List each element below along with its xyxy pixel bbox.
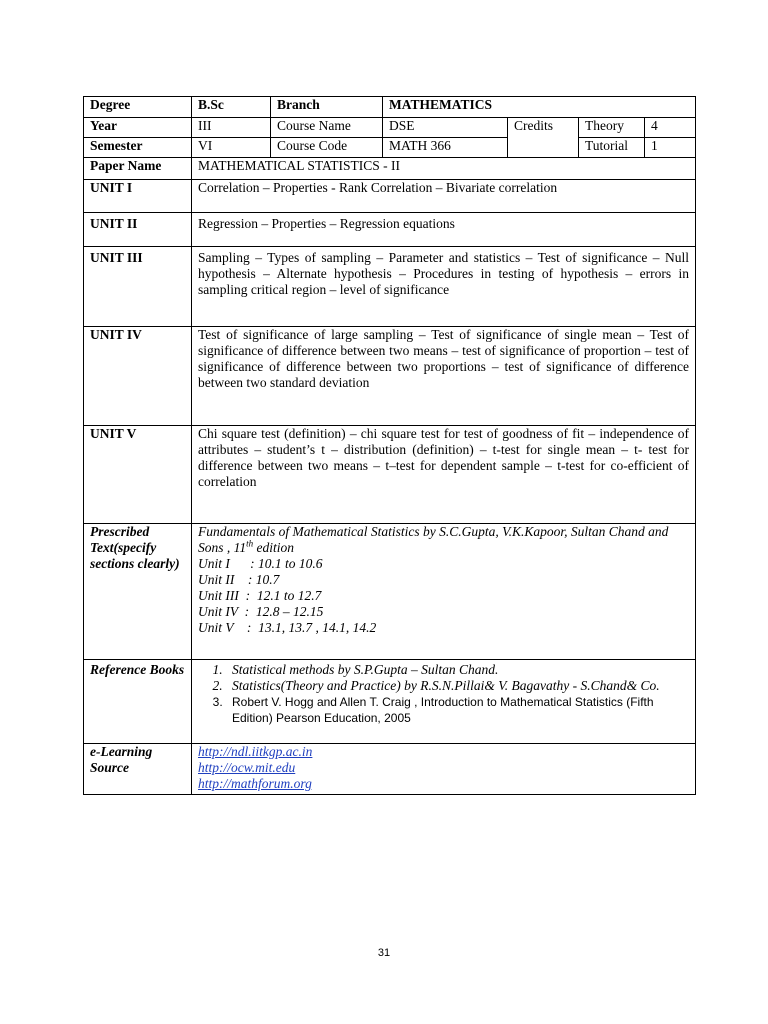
- prescribed-book-superscript: th: [246, 538, 254, 549]
- unit-content: Sampling – Types of sampling – Parameter and statistics – Test of significance – Null hypothesis – Alternate hypothesis – Procedures in testing of hypothesis – errors in sampling critical region – level of significance: [192, 247, 696, 327]
- unit-row-1: [84, 180, 696, 213]
- elearning-link-ndl[interactable]: http://ndl.iitkgp.ac.in: [198, 744, 313, 759]
- reference-item: 2. Statistics(Theory and Practice) by R.S.N.Pillai& V. Bagavathy - S.Chand& Co.: [226, 678, 689, 694]
- unit-label: UNIT IV: [84, 327, 192, 426]
- reference-item: 3. Robert V. Hogg and Allen T. Craig , Introduction to Mathematical Statistics (Fifth Edition) Pearson Education, 2005: [226, 694, 689, 726]
- paper-name-value: MATHEMATICAL STATISTICS - II: [192, 158, 696, 180]
- reference-label: Reference Books: [84, 660, 192, 744]
- year-value: III: [192, 118, 271, 138]
- semester-label: Semester: [84, 138, 192, 158]
- theory-label: Theory: [579, 118, 645, 138]
- degree-value: B.Sc: [192, 97, 271, 118]
- semester-row: [84, 138, 696, 158]
- prescribed-section: Unit III : 12.1 to 12.7: [198, 588, 322, 603]
- reference-row: [84, 660, 696, 744]
- credits-label: Credits: [508, 118, 579, 158]
- paper-name-label: Paper Name: [84, 158, 192, 180]
- elearning-row: [84, 744, 696, 795]
- year-row: [84, 118, 696, 138]
- reference-item: 1. Statistical methods by S.P.Gupta – Sultan Chand.: [226, 662, 689, 678]
- course-name-label: Course Name: [271, 118, 383, 138]
- tutorial-value: 1: [645, 138, 696, 158]
- elearning-content: [192, 744, 696, 795]
- paper-name-row: [84, 158, 696, 180]
- branch-value: MATHEMATICS: [383, 97, 696, 118]
- prescribed-row: [84, 524, 696, 660]
- course-code-value: MATH 366: [383, 138, 508, 158]
- course-name-value: DSE: [383, 118, 508, 138]
- prescribed-book-suffix: edition: [253, 540, 295, 555]
- degree-row: [84, 97, 696, 118]
- elearning-label: e-Learning Source: [84, 744, 192, 795]
- prescribed-book-text: Fundamentals of Mathematical Statistics by S.C.Gupta, V.K.Kapoor, Sultan Chand and Sons , 11: [198, 524, 669, 555]
- theory-value: 4: [645, 118, 696, 138]
- unit-content: Correlation – Properties - Rank Correlation – Bivariate correlation: [192, 180, 696, 213]
- unit-row-3: [84, 247, 696, 327]
- degree-label: Degree: [84, 97, 192, 118]
- elearning-link-ocw[interactable]: http://ocw.mit.edu: [198, 760, 296, 775]
- prescribed-section: Unit I : 10.1 to 10.6: [198, 556, 323, 571]
- unit-row-5: [84, 426, 696, 524]
- reference-content: [192, 660, 696, 744]
- elearning-link-mathforum[interactable]: http://mathforum.org: [198, 776, 312, 791]
- year-label: Year: [84, 118, 192, 138]
- reference-list: [198, 662, 689, 726]
- prescribed-content: [192, 524, 696, 660]
- unit-row-2: [84, 213, 696, 247]
- unit-row-4: [84, 327, 696, 426]
- unit-label: UNIT V: [84, 426, 192, 524]
- course-code-label: Course Code: [271, 138, 383, 158]
- page-number: 31: [377, 947, 391, 959]
- unit-content: Regression – Properties – Regression equations: [192, 213, 696, 247]
- unit-label: UNIT III: [84, 247, 192, 327]
- prescribed-section: Unit IV : 12.8 – 12.15: [198, 604, 324, 619]
- prescribed-section: Unit II : 10.7: [198, 572, 280, 587]
- unit-content: Chi square test (definition) – chi square test for test of goodness of fit – independence of attributes – student’s t – distribution (definition) – t-test for single mean – t- test for difference between two means – t–test for dependent sample – t-test for co-efficient of correlation: [192, 426, 696, 524]
- unit-label: UNIT I: [84, 180, 192, 213]
- prescribed-section: Unit V : 13.1, 13.7 , 14.1, 14.2: [198, 620, 377, 635]
- unit-label: UNIT II: [84, 213, 192, 247]
- tutorial-label: Tutorial: [579, 138, 645, 158]
- semester-value: VI: [192, 138, 271, 158]
- branch-label: Branch: [271, 97, 383, 118]
- syllabus-table: [83, 96, 696, 795]
- unit-content: Test of significance of large sampling – Test of significance of single mean – Test of significance of difference between two means – test of significance of proportion – test of significance of difference between two proportions – test of significance of difference between two standard deviation: [192, 327, 696, 426]
- prescribed-label: Prescribed Text(specify sections clearly): [84, 524, 192, 660]
